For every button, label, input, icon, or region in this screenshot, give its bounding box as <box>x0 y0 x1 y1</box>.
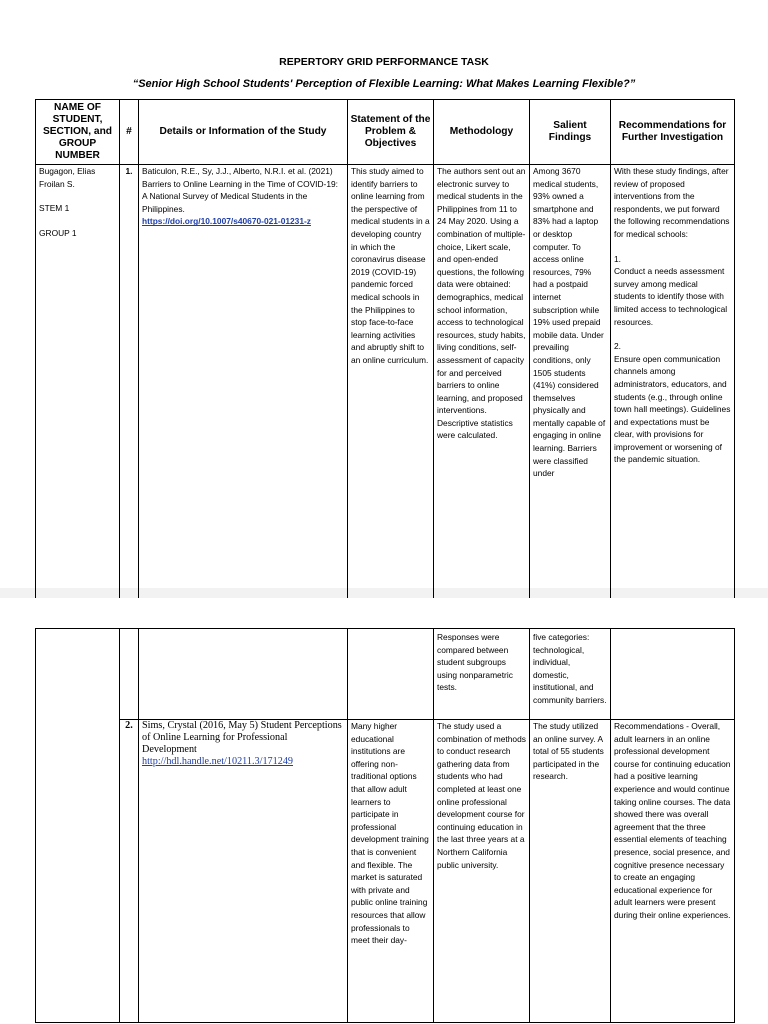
study-methodology: The study used a combination of methods to conduct research gathering data from students who had completed at least one online professional development course for continuing education in the last three years at a Northern California public university. <box>434 720 530 1023</box>
column-header-details: Details or Information of the Study <box>139 100 348 165</box>
study-details <box>139 720 348 1023</box>
study-methodology: The authors sent out an electronic survey to medical students in the Philippines from 11 to 24 May 2020. Using a combination of multiple-choice, Likert scale, and open-ended questions, the following data were obtained: demographics, medical school information, access to technological resources, study habits, living conditions, self-assessment of capacity for and perceived barriers to online learning, and proposed interventions. Descriptive statistics were calculated. <box>434 165 530 615</box>
problem-cell-empty <box>348 629 434 720</box>
recommendation-1: Conduct a needs assessment survey among medical students to identify those with limited access to technological resources. <box>614 266 728 327</box>
column-header-student: NAME OF STUDENT, SECTION, and GROUP NUMBER <box>36 100 120 165</box>
column-header-number: # <box>120 100 139 165</box>
study-details <box>139 165 348 615</box>
study-methodology-continued: Responses were compared between student subgroups using nonparametric tests. <box>434 629 530 720</box>
study-citation: Baticulon, R.E., Sy, J.J., Alberto, N.R.I. et al. (2021) Barriers to Online Learning in the Time of COVID-19: A National Survey of Medical Students in the Philippines. <box>142 166 338 214</box>
student-name: Bugagon, Elias Froilan S. <box>39 166 96 189</box>
recommendation-intro: With these study findings, after review of proposed interventions from the respondents, we put forward the following recommendations for medical schools: <box>614 166 730 239</box>
study-findings-continued: five categories: technological, individual, domestic, institutional, and community barriers. <box>530 629 611 720</box>
details-cell-empty <box>139 629 348 720</box>
study-citation: Sims, Crystal (2016, May 5) Student Perceptions of Online Learning for Professional Development <box>142 720 342 755</box>
study-number: 1. <box>120 165 139 615</box>
page-2 <box>0 598 768 1024</box>
student-cell-continued <box>36 629 120 1023</box>
study-recommendations: Recommendations - Overall, adult learners in an online professional development course for continuing education had a positive learning experience and would continue taking online courses. The data showed there was overall agreement that the three essential elements of teaching presence, social presence, and cognitive presence necessary to create an engaging educational experience for adult learners were present during their online experiences. <box>611 720 735 1023</box>
study-number: 2. <box>120 720 139 1023</box>
study-findings: The study utilized an online survey. A total of 55 students participated in the research. <box>530 720 611 1023</box>
recommendation-2-number: 2. <box>614 341 621 352</box>
document-subtitle: “Senior High School Students' Perception of Flexible Learning: What Makes Learning Flexible?” <box>132 78 636 90</box>
column-header-problem: Statement of the Problem & Objectives <box>348 100 434 165</box>
study-doi-link[interactable]: https://doi.org/10.1007/s40670-021-01231-z <box>142 216 311 227</box>
student-section: STEM 1 <box>39 203 70 214</box>
number-cell-empty <box>120 629 139 720</box>
study-problem: This study aimed to identify barriers to online learning from the perspective of medical students in a developing country in which the coronavirus disease 2019 (COVID-19) pandemic forced medical schools in the Philippines to stop face-to-face learning activities and abruptly shift to an online curriculum. <box>348 165 434 615</box>
column-header-findings: Salient Findings <box>530 100 611 165</box>
study-problem: Many higher educational institutions are offering non-traditional options that allow adult learners to participate in professional development training that is convenient and flexible. The market is saturated with private and public online training resources that allow professionals to meet their day- <box>348 720 434 1023</box>
student-cell <box>36 165 120 615</box>
repertory-grid-table-1 <box>35 99 735 615</box>
table-row <box>36 629 735 720</box>
table-row <box>36 165 735 615</box>
recommendations-cell-empty <box>611 629 735 720</box>
study-findings: Among 3670 medical students, 93% owned a smartphone and 83% had a laptop or desktop computer. To access online resources, 79% had a postpaid internet subscription while 19% used prepaid mobile data. Under prevailing conditions, only 1505 students (41%) considered themselves physically and mentally capable of engaging in online learning. Barriers were classified under <box>530 165 611 615</box>
student-group: GROUP 1 <box>39 227 77 238</box>
column-header-recommendations: Recommendations for Further Investigation <box>611 100 735 165</box>
table-row <box>36 720 735 1023</box>
recommendation-2: Ensure open communication channels among administrators, educators, and students (e.g., through online town hall meetings). Guidelines and expectations must be clear, with provisions for improvement or worsening of the pandemic situation. <box>614 353 731 465</box>
document-title: REPERTORY GRID PERFORMANCE TASK <box>279 56 489 68</box>
recommendation-1-number: 1. <box>614 253 621 264</box>
study-handle-link[interactable]: http://hdl.handle.net/10211.3/171249 <box>142 756 294 767</box>
table-header-row <box>36 100 735 165</box>
study-recommendations <box>611 165 735 615</box>
repertory-grid-table-2 <box>35 628 735 1023</box>
column-header-methodology: Methodology <box>434 100 530 165</box>
